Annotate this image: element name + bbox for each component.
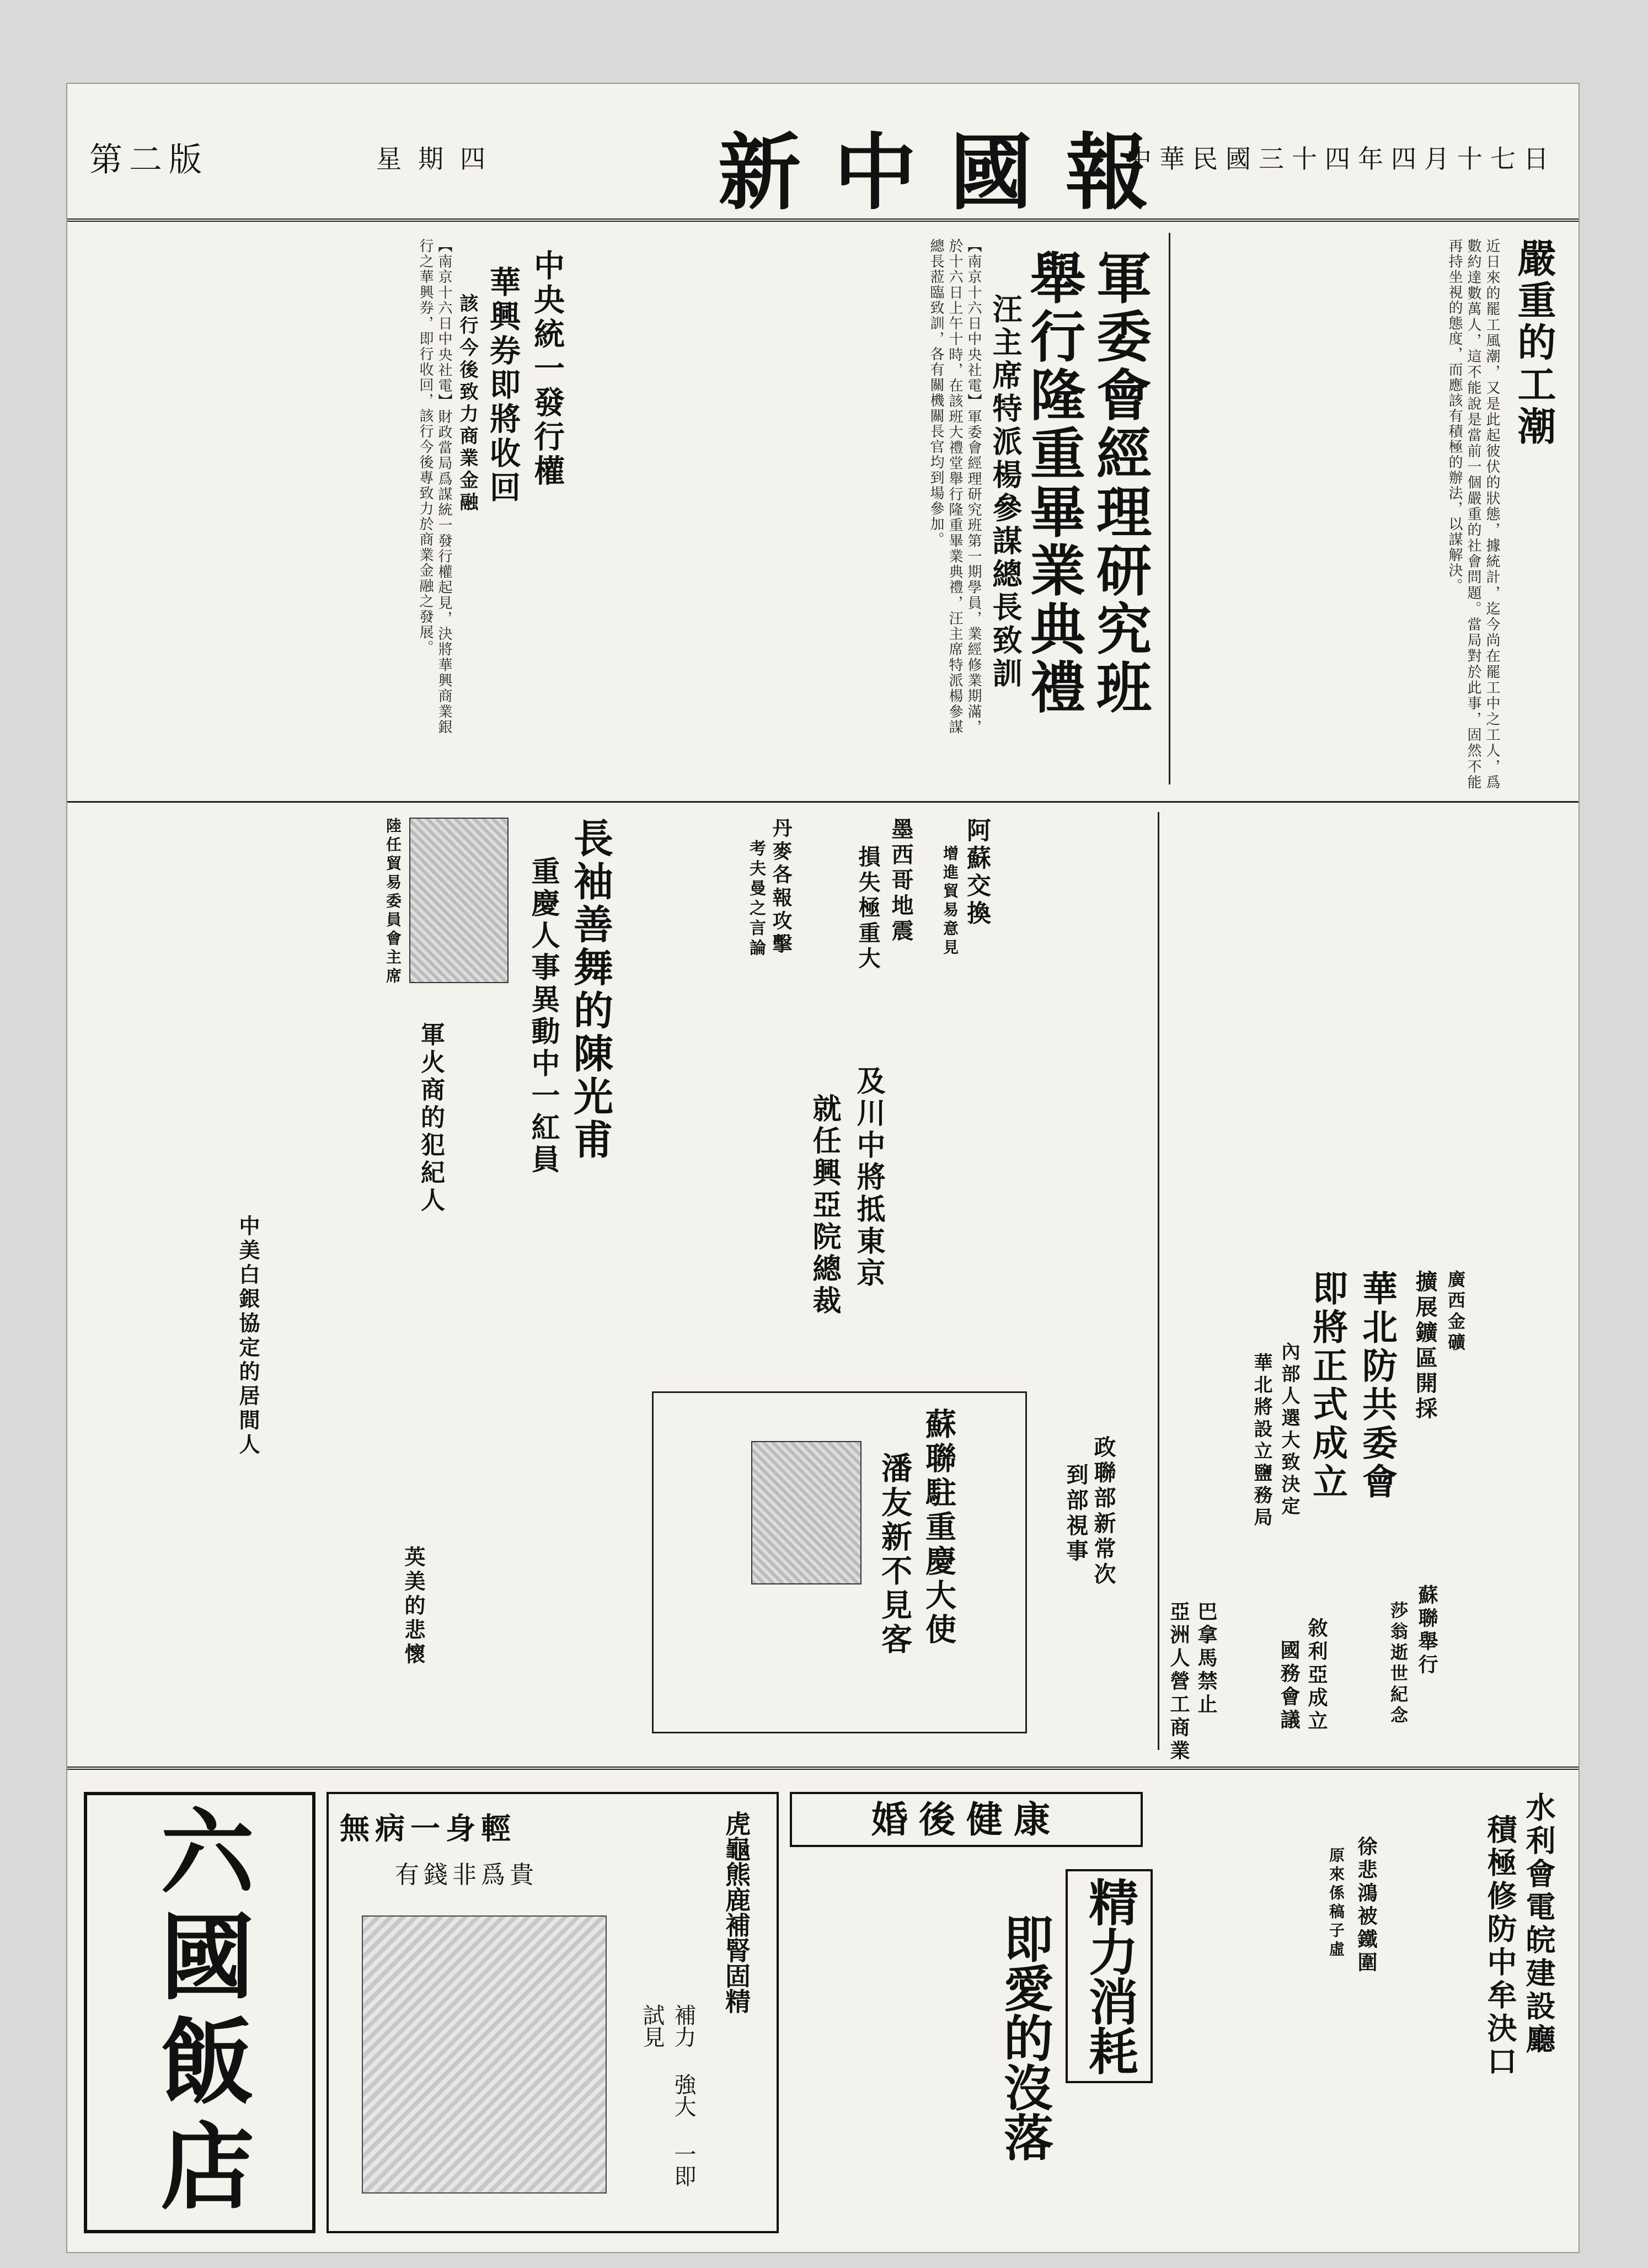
misc-body-column (586, 238, 795, 735)
mexico-body (801, 818, 856, 1038)
mexico-subhead: 損失極重大 (855, 845, 881, 972)
north-china-headline-2: 即將正式成立 (1307, 1270, 1348, 1502)
north-china-subhead-1: 內部人選大致決定 (1278, 1342, 1300, 1518)
soviet-headline-1: 蘇聯駐重慶大使 (921, 1408, 957, 1647)
chongqing-body (89, 818, 376, 1204)
weekday: 星期四 (376, 144, 502, 174)
mexico-headline: 墨西哥地震 (888, 818, 914, 944)
medicine-tagline: 補力 強大 一即 試見 (639, 2004, 696, 2187)
guangxi-headline: 擴展鑛區開採 (1412, 1270, 1438, 1422)
north-china-subhead-2: 華北將設立鹽務局 (1250, 1353, 1272, 1529)
silver-headline-2: 英美的悲懷 (401, 1546, 426, 1667)
medicine-product: 虎龜熊鹿補腎固精 (721, 1811, 751, 2014)
restaurant-ad: 六國飯店 (84, 1792, 315, 2233)
xu-body (1264, 1968, 1463, 2228)
chongqing-headline-1: 長袖善舞的陳光甫 (567, 818, 614, 1162)
finance-headline-2: 華興券即將收回 (485, 266, 521, 505)
finance-body: 【南京十六日中央社電】財政當局爲謀統一發行權起見，決將華興商業銀行之華興券，即行收回，該行今後專致力於商業金融之發展。 (417, 238, 452, 735)
water-headline-1: 水利會電皖建設廳 (1521, 1792, 1556, 2057)
chongqing-headline-2: 重慶人事異動中一紅員 (526, 856, 560, 1176)
lead-headline-1: 軍委會經理研究班 (1087, 249, 1152, 717)
portrait-caption: 陸任貿易委員會主席 (384, 818, 402, 986)
denmark-headline: 丹麥各報攻擊 (769, 818, 793, 957)
telecom-headline-2: 到部視事 (1063, 1463, 1089, 1565)
section-rule (67, 801, 1579, 803)
panama-headline-1: 巴拿馬禁止 (1195, 1601, 1218, 1717)
oikawa-body (641, 1066, 806, 1397)
health-heading: 婚後健康 (790, 1792, 1143, 1847)
health-body-left (790, 1864, 972, 2228)
newspaper-title: 新中國報 (718, 124, 1182, 221)
silver-headline-1: 中美白銀協定的居間人 (236, 1215, 260, 1458)
newspaper-page (66, 83, 1580, 2253)
soviet-2-headline-2: 莎翁逝世紀念 (1388, 1601, 1409, 1727)
right-body (1170, 818, 1567, 1204)
editorial-body-cont (1507, 542, 1562, 790)
lead-subhead: 汪主席特派楊參謀總長致訓 (988, 293, 1023, 691)
column-rule-2 (1158, 812, 1159, 1750)
syria-headline-1: 敘利亞成立 (1305, 1618, 1328, 1733)
health-section (790, 1792, 1562, 2233)
issue-date: 中華民國三十四年四月十七日 (1126, 144, 1556, 174)
oikawa-headline-2: 就任興亞院總裁 (807, 1093, 841, 1317)
portrait-photo (409, 818, 509, 983)
center-body (1005, 818, 1148, 1259)
aso-headline: 阿蘇交換 (962, 818, 991, 928)
guangxi-kicker: 廣西金礦 (1445, 1270, 1466, 1354)
masthead (67, 84, 1579, 222)
water-body (1468, 2068, 1556, 2228)
finance-subhead: 該行今後致力商業金融 (456, 293, 478, 514)
silver-body (266, 1215, 630, 1739)
aso-subhead: 增進貿易意見 (941, 845, 959, 958)
finance-headline-1: 中央統一發行權 (529, 249, 565, 489)
water-headline-2: 積極修防中牟決口 (1483, 1814, 1518, 2079)
health-body-right (1154, 1792, 1253, 2233)
soviet-body (663, 1408, 746, 1717)
xu-headline-2: 原來係稿子虛 (1327, 1847, 1345, 1960)
denmark-body (635, 818, 746, 1038)
denmark-subhead: 考夫曼之言論 (746, 840, 766, 959)
advertisements (67, 1767, 1579, 2252)
medicine-slogan: 無病一身輕 (340, 1811, 516, 1846)
panama-headline-2: 亞洲人營工商業 (1167, 1601, 1190, 1763)
editorial-body: 近日來的罷工風潮，又是此起彼伏的狀態，據統計，迄今尚在罷工中之工人，爲數約達數萬人，這不能說是當前一個嚴重的社會問題。當局對於此事，固然不能再持坐視的態度，而應該有積極的辦法，以謀解決。 (1446, 238, 1500, 790)
lead-body: 【南京十六日中央社電】軍委會經理研究班第一期學員，業經修業期滿，於十六日上午十時，在該班大禮堂舉行隆重畢業典禮，汪主席特派楊參謀總長蒞臨致訓，各有關機關長官均到場參加。 (928, 238, 982, 735)
syria-headline-2: 國務會議 (1277, 1640, 1301, 1732)
xu-headline-1: 徐悲鴻被鐵圍 (1355, 1836, 1378, 1975)
soviet-2-headline-1: 蘇聯舉行 (1415, 1584, 1438, 1677)
editorial-headline: 嚴重的工潮 (1511, 238, 1557, 448)
medicine-illustration (362, 1915, 607, 2194)
column-rule (1169, 233, 1170, 785)
medicine-slogan-2: 有錢非爲貴 (395, 1861, 538, 1889)
ambassador-portrait (751, 1441, 862, 1584)
military-headline: 軍火商的犯紀人 (416, 1022, 445, 1215)
health-slogan-1: 精力消耗 (1066, 1869, 1153, 2083)
telecom-headline-1: 政聯部新常次 (1090, 1435, 1116, 1588)
left-body (78, 1215, 222, 1739)
medicine-ad (327, 1792, 779, 2233)
oikawa-headline-1: 及川中將抵東京 (852, 1066, 885, 1290)
guangxi-body (1474, 1270, 1567, 1739)
lead-headline-2: 舉行隆重畢業典禮 (1021, 249, 1086, 717)
health-slogan-2: 即愛的沒落 (995, 1913, 1053, 2162)
north-china-headline-1: 華北防共委會 (1356, 1270, 1398, 1502)
soviet-headline-2: 潘友新不見客 (876, 1452, 913, 1657)
page-number: 第二版 (89, 141, 208, 179)
